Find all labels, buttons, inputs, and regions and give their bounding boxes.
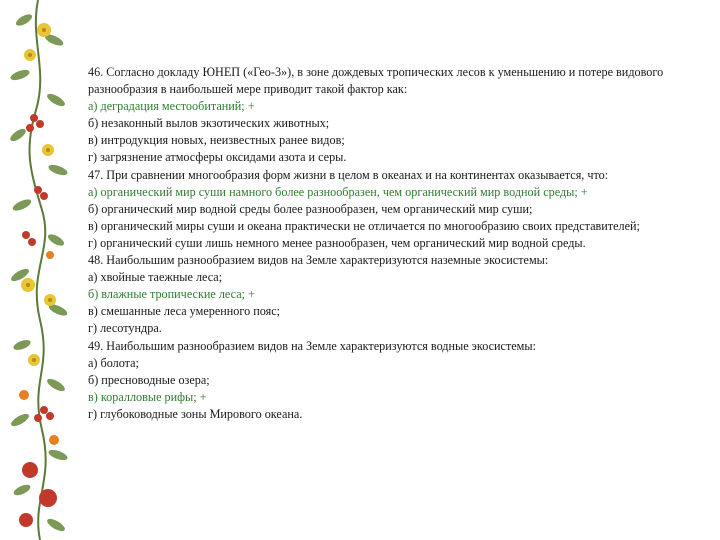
question-47-option-a: а) органический мир суши намного более разнообразен, чем органический мир водной среды; + bbox=[88, 184, 588, 199]
question-46-stem: 46. Согласно докладу ЮНЕП («Гео-3»), в зоне дождевых тропических лесов к уменьшению и потере видового разнообразия в наибольшей мере приводит такой фактор как: bbox=[88, 65, 664, 97]
question-46-option-a: а) деградация местообитаний; + bbox=[88, 99, 255, 114]
question-48-option-d: г) лесотундра. bbox=[88, 321, 162, 336]
question-49-option-d: г) глубоководные зоны Мирового океана. bbox=[88, 406, 303, 421]
question-49-stem: 49. Наибольшим разнообразием видов на Земле характеризуются водные экосистемы: bbox=[88, 338, 536, 353]
question-46-option-c: в) интродукция новых, неизвестных ранее видов; bbox=[88, 133, 345, 148]
question-46-option-b: б) незаконный вылов экзотических животных; bbox=[88, 116, 330, 131]
question-48-option-b: б) влажные тропические леса; + bbox=[88, 287, 255, 302]
question-48-stem: 48. Наибольшим разнообразием видов на Земле характеризуются наземные экосистемы: bbox=[88, 253, 549, 268]
question-47-option-c: в) органический миры суши и океана практически не отличается по многообразию своих представителей; bbox=[88, 218, 640, 233]
question-49-option-c: в) коралловые рифы; + bbox=[88, 389, 207, 404]
question-47-stem: 47. При сравнении многообразия форм жизни в целом в океанах и на континентах оказывается, что: bbox=[88, 167, 609, 182]
question-47-option-b: б) органический мир водной среды более разнообразен, чем органический мир суши; bbox=[88, 201, 533, 216]
question-48-option-a: а) хвойные таежные леса; bbox=[88, 270, 223, 285]
question-49-option-a: а) болота; bbox=[88, 355, 139, 370]
floral-vine-border-icon bbox=[0, 0, 80, 540]
question-48-option-c: в) смешанные леса умеренного пояс; bbox=[88, 304, 281, 319]
question-46-option-d: г) загрязнение атмосферы оксидами азота и серы. bbox=[88, 150, 347, 165]
quiz-text-block bbox=[88, 64, 708, 423]
question-49-option-b: б) пресноводные озера; bbox=[88, 372, 210, 387]
question-47-option-d: г) органический суши лишь немного менее разнообразен, чем органический мир водной среды. bbox=[88, 235, 586, 250]
